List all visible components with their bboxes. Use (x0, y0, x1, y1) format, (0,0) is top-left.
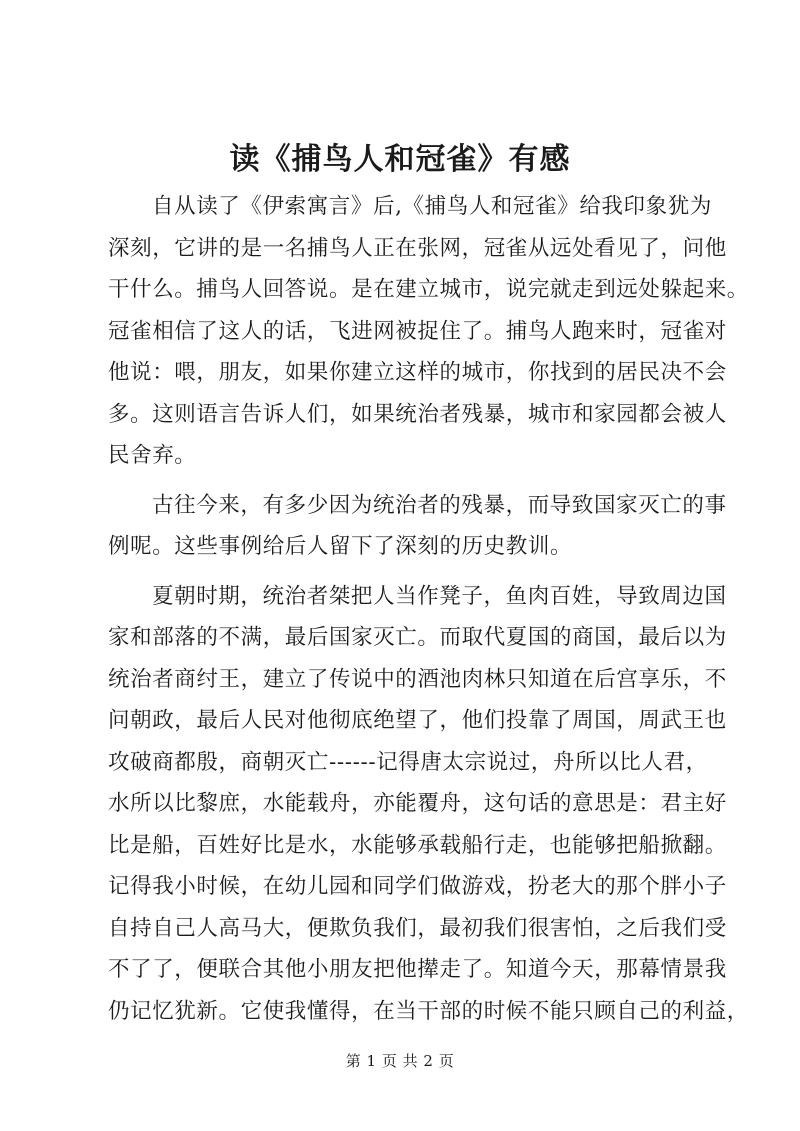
paragraph-line: 夏朝时期，统治者桀把人当作凳子，鱼肉百姓，导致周边国 (152, 583, 727, 609)
page-footer: 第 1 页 共 2 页 (345, 1052, 455, 1070)
paragraph-line: 民舍弃。 (108, 443, 197, 468)
paragraph-line: 多。这则语言告诉人们，如果统治者残暴，城市和家园都会被人 (108, 401, 727, 427)
paragraph-line: 不了了，便联合其他小朋友把他撵走了。知道今天，那幕情景我 (108, 957, 727, 982)
paragraph-line: 干什么。捕鸟人回答说。是在建立城市，说完就走到远处躲起来。 (108, 277, 749, 302)
paragraph-line: 自持自己人高马大，便欺负我们，最初我们很害怕，之后我们受 (108, 915, 727, 941)
paragraph-line: 自从读了《伊索寓言》后,《捕鸟人和冠雀》给我印象犹为 (152, 194, 712, 219)
paragraph-line: 记得我小时候，在幼儿园和同学们做游戏，扮老大的那个胖小子 (108, 874, 727, 899)
paragraph-line: 比是船，百姓好比是水，水能够承载船行走，也能够把船掀翻。 (108, 832, 727, 858)
paragraph-line: 冠雀相信了这人的话，飞进网被捉住了。捕鸟人跑来时，冠雀对 (108, 318, 727, 344)
paragraph-line: 攻破商都殷，商朝灭亡------记得唐太宗说过，舟所以比人君， (108, 749, 708, 775)
paragraph-spacer (108, 477, 708, 485)
paragraph-line: 问朝政，最后人民对他彻底绝望了，他们投靠了周国，周武王也 (108, 708, 727, 733)
paragraph-line: 统治者商纣王，建立了传说中的酒池肉林只知道在后宫享乐，不 (108, 666, 727, 692)
paragraph (108, 485, 727, 568)
document-title: 读《捕鸟人和冠雀》有感 (229, 142, 571, 177)
paragraph-line: 他说：喂，朋友，如果你建立这样的城市，你找到的居民决不会 (108, 360, 727, 385)
paragraph (108, 576, 749, 1033)
paragraph (108, 186, 749, 477)
paragraph-line: 仍记忆犹新。它使我懂得，在当干部的时候不能只顾自己的利益， (108, 998, 749, 1024)
paragraph-line: 家和部落的不满，最后国家灭亡。而取代夏国的商国，最后以为 (108, 625, 727, 650)
paragraph-line: 古往今来，有多少因为统治者的残暴，而导致国家灭亡的事 (152, 492, 727, 518)
paragraph-line: 水所以比黎庶，水能载舟，亦能覆舟，这句话的意思是：君主好 (108, 791, 727, 816)
paragraph-spacer (108, 568, 708, 576)
document-body (108, 186, 749, 1032)
paragraph-line: 例呢。这些事例给后人留下了深刻的历史教训。 (108, 534, 573, 559)
paragraph-line: 深刻，它讲的是一名捕鸟人正在张网，冠雀从远处看见了，问他 (108, 235, 727, 261)
